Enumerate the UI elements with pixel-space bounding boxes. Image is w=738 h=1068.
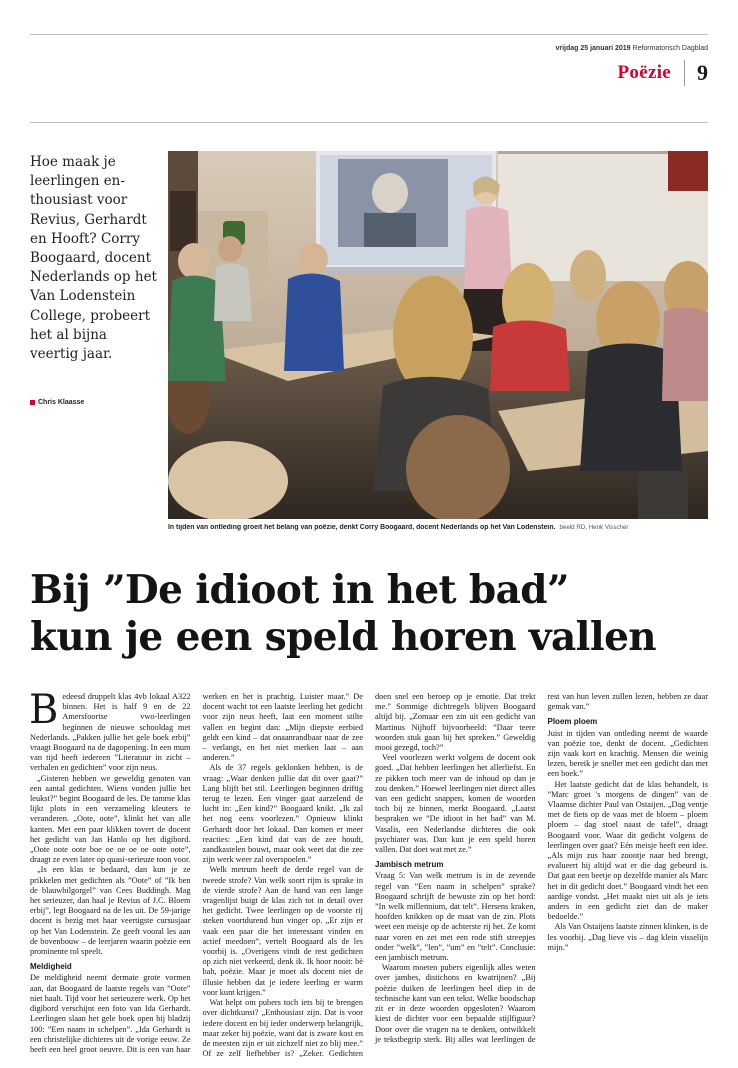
section-header	[618, 60, 708, 86]
headline-line-1: Bij ”De idioot in het bad”	[30, 567, 569, 613]
top-rule	[30, 34, 708, 35]
author-marker-icon	[30, 400, 35, 405]
classroom-illustration	[168, 151, 708, 519]
classroom-photo	[168, 151, 708, 519]
publication-name: Reformatorisch Dagblad	[632, 45, 708, 52]
subheading: Meldigheid	[30, 962, 72, 972]
paragraph: Waarom moeten pubers eigenlijk alles weten over jambes, distichons en kwatrijnen? „Bij poëzie duiken de leerlingen heel diep in de technische kant van een tekst. Welke boodschap zit er in deze woorden opgesloten? Waarom kiest de dichter voor een bepaalde stijlfiguur? Door over die vragen na te denken, ontwikkelt je tekstbegrip sterk. Bij alles wat leerlingen de rest van hun leven zullen lezen, hebben ze daar gemak van.”	[375, 692, 708, 1044]
photo-caption	[168, 524, 708, 531]
paragraph: Als de 37 regels geklonken hebben, is de vraag: „Waar denken jullie dat dit over gaat?” Lang blijft het stil. Leerlingen beginnen driftig terug te lezen. Een vinger gaat aarzelend de lucht in: „Een kind?” Boogaard knikt. „Ik zal het nog eens voorlezen.” Opnieuw klinkt Gerhardt door het lokaal. Dan komen er meer reacties: „Een kind dat van de zee houdt, zandkastelen bouwt, maar ook weet dat die zee zijn werk weer zal overspoelen.”	[202, 763, 363, 865]
paragraph: Het laatste gedicht dat de klas behandelt, is ”Marc groet 's morgens de dingen” van de Vlaamse dichter Paul van Ostaijen. „Dag ventje met de fiets op de vaas met de bloem – ploem ploem – dag stoel naast de tafel”, draagt Boogaard voor. Waar dit gedicht volgens de leerlingen over gaat? Eén meisje heeft een idee. „Als mijn zus haar zoontje naar bed brengt, evalueert hij altijd wat er die dag gebeurd is. Dat gaat een beetje op dezelfde manier als Marc het in dit gedicht doet.” Boogaard vindt het een aardige vondst. „Het maakt niet uit als je iets anders in een gedicht ziet dan de maker bedoelde.”	[547, 779, 708, 922]
section-divider	[684, 60, 685, 86]
paragraph: „Gisteren hebben we geweldig genoten van een aantal gedichten. Wiens vonden jullie het leukst?” begint Boogaard de les. De tamme klas lijkt plots in een verzameling kleuters te veranderen. „Oote, oote”, klinkt het van alle kanten. Met een paar klikken tovert de docent het gedicht van Jan Hanlo op het digibord. „Oote oote oote boe oe oe oe oe oote oote”, draagt ze even later op quasi-serieuze toon voor.	[30, 773, 191, 865]
paragraph: Vraag 5: Van welk metrum is in de zevende regel van ”Een naam in schelpen” sprake? Boogaard schrijft de bewuste zin op het bord: ”In welk millennium, dat telt”. Hersens kraken, hoofden knikken op de maat van de zin. Plots weet een meisje op de achterste rij het. Ze komt naar voren en zet met een rode stift streepjes onder ”welk”, ”len”, ”um” en ”telt”. Conclusie: een jambisch metrum.	[375, 871, 536, 963]
headline-line-2: kun je een speld horen vallen	[30, 614, 657, 660]
article-body	[29, 687, 708, 1062]
paragraph: Als Van Ostaijens laatste zinnen klinken, is de les voorbij. „Dag lieve vis – dag klein visselijn mijn.”	[547, 922, 708, 952]
photo-credit: beeld RD, Henk Visscher	[559, 524, 629, 531]
paragraph: Veel voorlezen werkt volgens de docent ook goed. „Dat hebben leerlingen het allerliefst. En ze pikken toch meer van de inhoud op dan je zou denken.” Hoewel leerlingen niet direct alles van een gedicht snappen, komen de woorden toch bij ze binnen, merkt Boogaard. „Laatst bespraken we ”De idioot in het bad” van M. Vasalis, een Nederlandse dichteres die ook psychiater was. Dan kun je een speld horen vallen. Dat doet wat met ze.”	[375, 753, 536, 855]
author-name: Chris Klaasse	[38, 399, 85, 406]
section-title: Poëzie	[617, 62, 671, 83]
subheading: Ploem ploem	[547, 717, 598, 727]
paragraph: De meldigheid neemt dermate grote vormen aan, dat Boogaard de laatste regels van ”Oote” niet haalt. Tijd voor het serieuzere werk. Op het digibord verschijnt een foto van Ida Gerhardt. Leerlingen slaan het gele boek open bij bladzij 100: ”Een naam in schelpen”. „Ida Gerhardt is een christelijke dichteres uit de vorige eeuw. Ze heeft een heel groot oeuvre. Dit is een van haar werken en het is prachtig. Luister maar.” De docent wacht tot een laatste leerling het gedicht voor zijn neus heeft, laat een moment stilte vallen en begint dan: „Mijn diepste eerbied geldt een kind – dat onaanrandbaar naar de zee – verlangt, en het niet merken laat – aan anderen.”	[30, 692, 363, 1054]
paragraph: Bedeesd druppelt klas 4vb lokaal A322 binnen. Het is half 9 en de 22 Amersfoortse vwo-leerlingen beginnen de nieuwe schooldag met Nederlands. „Pakken jullie het gele boek erbij” vraagt Boogaard na de dagopening. In een mum van tijd heeft iedereen ”Literatuur in zicht – verhalen en gedichten” voor zijn neus.	[29, 687, 191, 773]
paragraph: Juist in tijden van ontleding neemt de waarde van poëzie toe, denkt de docent. „Gedichten zijn vaak kort en krachtig. Mensen die weinig lezen, bereik je sneller met een gedicht dan met een boek.”	[547, 728, 708, 779]
author-credit	[30, 399, 84, 406]
issue-date: vrijdag 25 januari 2019	[555, 45, 631, 52]
page-meta	[555, 45, 708, 52]
subheading: Jambisch metrum	[375, 860, 444, 870]
header-rule	[30, 122, 708, 123]
paragraph: Welk metrum heeft de derde regel van de tweede strofe? Van welk soort rijm is sprake in de vierde strofe? Aan de hand van een lange vragenlijst buigt de klas zich tot in detail over het gedicht. Twee leerlingen op de voorste rij steken voortdurend hun vinger op. „Er zijn er vaak een paar die het interessant vinden en actief meedoen”, vertelt Boogaard als de les voorbij is. „Overigens vindt de rest gedichten op zich niet verkeerd, denk ik. Ik hoor nooit: bè bah, poëzie. Maar je moet als docent niet de illusie hebben dat je iedere leerling er warm voor kunt krijgen.”	[202, 865, 363, 997]
caption-text: In tijden van ontleding groeit het belang van poëzie, denkt Corry Boogaard, docent Nederlands op het Van Lodenstein.	[168, 524, 556, 531]
paragraph: „Is een klas te bedaard, dan kun je ze prikkelen met gedichten als ”Oote” of ”Ik ben de blauwbilgorgel” van Cees Buddingh. Mag het serieuzer, dan haal je Revius of J.C. Bloem erbij”, legt Boogaard na de les uit. De 59-jarige docent is bezig met haar veertigste cursusjaar op het Van Lodenstein. Ze geeft vooral les aan de bovenbouw – de leerjaren waarin poëzie een prominente rol speelt.	[30, 865, 191, 957]
page-number: 9	[697, 60, 708, 85]
paragraph: Wat helpt om pubers toch iets bij te brengen over dichtkunst? „Enthousiast zijn. Dat is voor iedere docent en bij ieder onderwerp belangrijk, maar zeker bij poëzie, want dat is zware kost en de meesten zijn er uit zichzelf niet zo blij mee.” Of ze zelf liefhebber is? „Zeker. Gedichten doen snel een beroep op je emotie. Dat trekt me.” Sommige dichtregels blijven Boogaard altijd bij. „Zomaar een zin uit een gedicht van Martinus Nijhoff bijvoorbeeld: ”Daar teere woorden stuk gaan bij het spreken.” Geweldig mooi gezegd, toch?”	[202, 692, 536, 1059]
drop-cap: B	[29, 687, 59, 733]
article-headline	[30, 567, 720, 661]
article-intro: Hoe maak je leerlingen enthousiast voor Revius, Gerhardt en Hooft? Corry Boogaard, docent Nederlands op het Van Lodenstein College, probeert het al bijna veertig jaar.	[30, 154, 157, 363]
